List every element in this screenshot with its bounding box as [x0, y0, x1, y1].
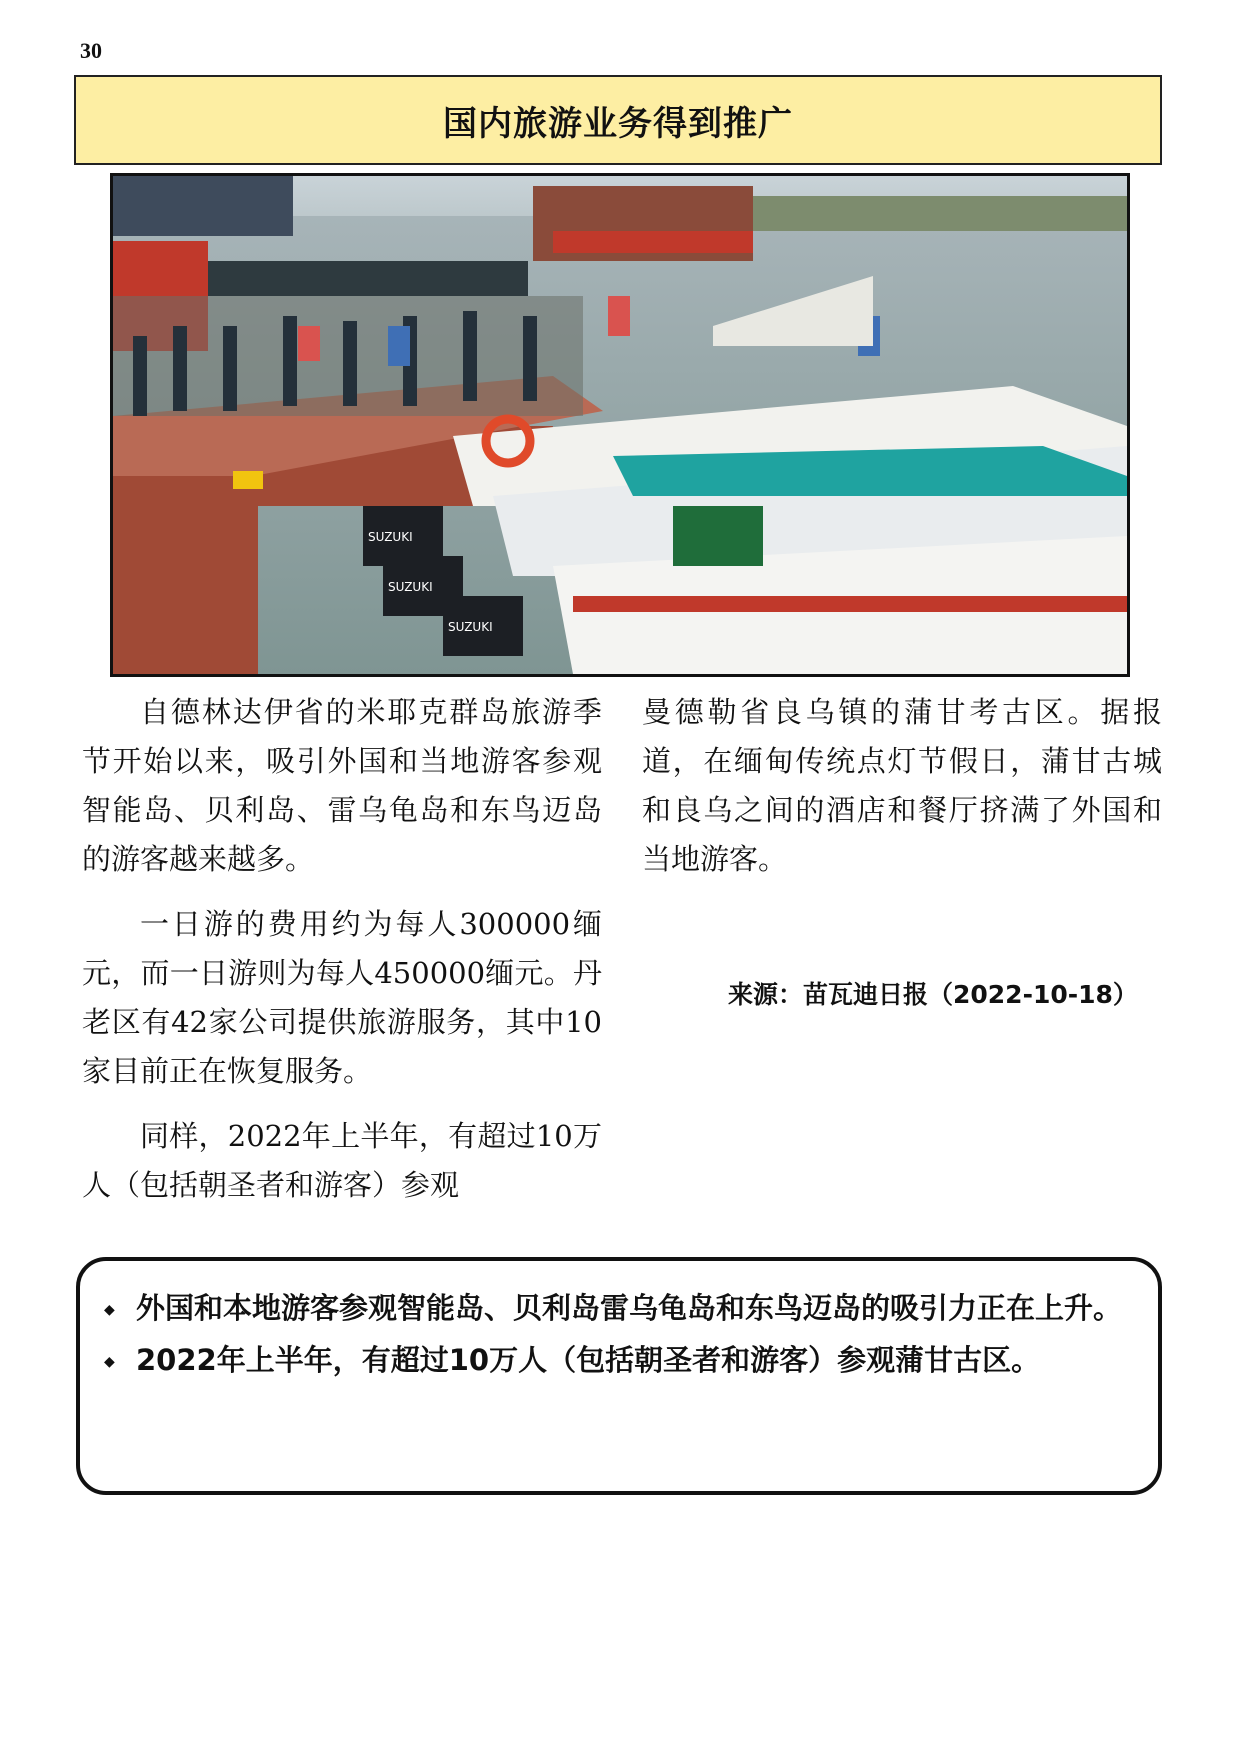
article-column-right: [642, 688, 1162, 900]
outboard-label-3: SUZUKI: [448, 620, 493, 634]
diamond-bullet-icon: ◆: [104, 1302, 115, 1318]
article-paragraph: 一日游的费用约为每人300000缅元，而一日游则为每人450000缅元。丹老区有42家公司提供旅游服务，其中10家目前正在恢复服务。: [82, 907, 602, 1088]
summary-item: [104, 1283, 1134, 1335]
summary-item: [104, 1335, 1134, 1387]
article-paragraph: 同样，2022年上半年，有超过10万人（包括朝圣者和游客）参观: [82, 1119, 602, 1202]
summary-box: [76, 1257, 1162, 1495]
article-paragraph-continued: 曼德勒省良乌镇的蒲甘考古区。据报道，在缅甸传统点灯节假日，蒲甘古城和良乌之间的酒店和餐厅挤满了外国和当地游客。: [642, 695, 1162, 876]
article-paragraph: 自德林达伊省的米耶克群岛旅游季节开始以来，吸引外国和当地游客参观智能岛、贝利岛、雷乌龟岛和东鸟迈岛的游客越来越多。: [82, 695, 602, 876]
outboard-label-1: SUZUKI: [368, 530, 413, 544]
page-title: 国内旅游业务得到推广: [443, 103, 793, 144]
harbor-photo-illustration: [113, 176, 1127, 674]
harbor-photo: [110, 173, 1130, 677]
outboard-label-2: SUZUKI: [388, 580, 433, 594]
summary-list: [104, 1283, 1134, 1387]
page-number: 30: [80, 38, 102, 63]
summary-item-text: 外国和本地游客参观智能岛、贝利岛雷乌龟岛和东鸟迈岛的吸引力正在上升。: [136, 1291, 1123, 1325]
source-citation: 来源：苗瓦迪日报（2022-10-18）: [728, 980, 1138, 1009]
article-column-left: [82, 688, 602, 1226]
diamond-bullet-icon: ◆: [104, 1354, 115, 1370]
title-banner: [74, 75, 1162, 165]
summary-item-text: 2022年上半年，有超过10万人（包括朝圣者和游客）参观蒲甘古区。: [136, 1343, 1041, 1377]
